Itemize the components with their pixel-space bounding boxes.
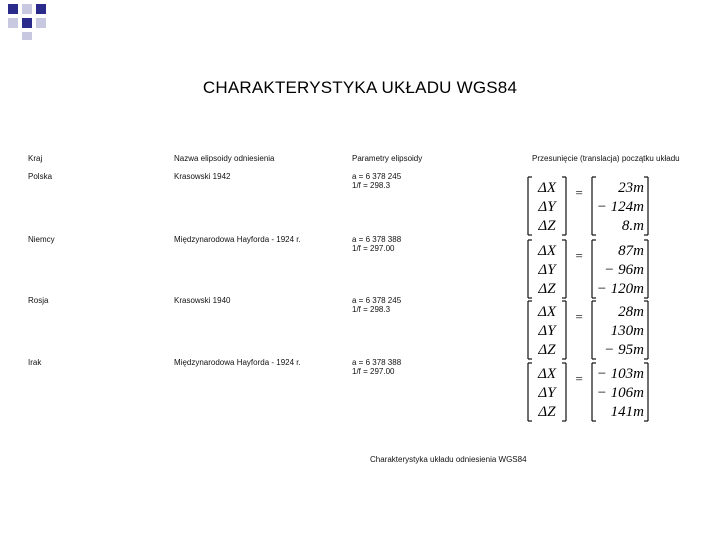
- value-dz: 141m: [610, 404, 644, 420]
- page-title: CHARAKTERYSTYKA UKŁADU WGS84: [202, 78, 518, 97]
- value-dx: 87m: [618, 243, 644, 259]
- translation-matrix: [526, 299, 656, 361]
- vector-dz: ΔZ: [538, 404, 556, 420]
- equals-sign: =: [574, 371, 584, 386]
- row-ellipsoid: Międzynarodowa Hayforda - 1924 r.: [174, 358, 301, 367]
- vector-dx: ΔX: [538, 180, 556, 196]
- row-param-a: a = 6 378 245: [352, 296, 402, 305]
- value-dz: − 120m: [596, 281, 644, 297]
- value-dy: 130m: [610, 323, 644, 339]
- row-param-f: 1/f = 298.3: [352, 305, 391, 314]
- header-country: Kraj: [28, 154, 43, 163]
- row-param-f: 1/f = 298.3: [352, 181, 391, 190]
- row-country: Niemcy: [28, 235, 55, 244]
- row-ellipsoid: Krasowski 1940: [174, 296, 231, 305]
- vector-dy: ΔY: [538, 262, 556, 278]
- row-country: Irak: [28, 358, 42, 367]
- vector-dz: ΔZ: [538, 218, 556, 234]
- translation-matrix: [526, 175, 656, 237]
- vector-dx: ΔX: [538, 366, 556, 382]
- translation-matrix: [526, 361, 656, 423]
- vector-dx: ΔX: [538, 304, 556, 320]
- value-dx: − 103m: [596, 366, 644, 382]
- row-param-a: a = 6 378 245: [352, 172, 402, 181]
- equals-sign: =: [574, 185, 584, 200]
- row-country: Rosja: [28, 296, 49, 305]
- row-param-f: 1/f = 297.00: [352, 367, 395, 376]
- vector-dy: ΔY: [538, 323, 556, 339]
- vector-dz: ΔZ: [538, 342, 556, 358]
- row-country: Polska: [28, 172, 53, 181]
- equals-sign: =: [574, 309, 584, 324]
- value-dy: − 106m: [596, 385, 644, 401]
- value-dz: 8.m: [621, 218, 644, 234]
- row-param-f: 1/f = 297.00: [352, 244, 395, 253]
- vector-dy: ΔY: [538, 385, 556, 401]
- value-dz: − 95m: [604, 342, 644, 358]
- value-dy: − 96m: [604, 262, 644, 278]
- value-dx: 23m: [618, 180, 644, 196]
- vector-dy: ΔY: [538, 199, 556, 215]
- decorative-squares: [0, 0, 60, 40]
- row-param-a: a = 6 378 388: [352, 358, 402, 367]
- header-shift: Przesunięcie (translacja) początku układu: [532, 154, 680, 163]
- row-ellipsoid: Krasowski 1942: [174, 172, 231, 181]
- translation-matrix: [526, 238, 656, 300]
- vector-dx: ΔX: [538, 243, 556, 259]
- row-param-a: a = 6 378 388: [352, 235, 402, 244]
- figure-caption: Charakterystyka układu odniesienia WGS84: [370, 455, 527, 464]
- value-dx: 28m: [618, 304, 644, 320]
- row-ellipsoid: Międzynarodowa Hayforda - 1924 r.: [174, 235, 301, 244]
- header-params: Parametry elipsoidy: [352, 154, 423, 163]
- equals-sign: =: [574, 248, 584, 263]
- header-ellipsoid: Nazwa elipsoidy odniesienia: [174, 154, 275, 163]
- value-dy: − 124m: [596, 199, 644, 215]
- vector-dz: ΔZ: [538, 281, 556, 297]
